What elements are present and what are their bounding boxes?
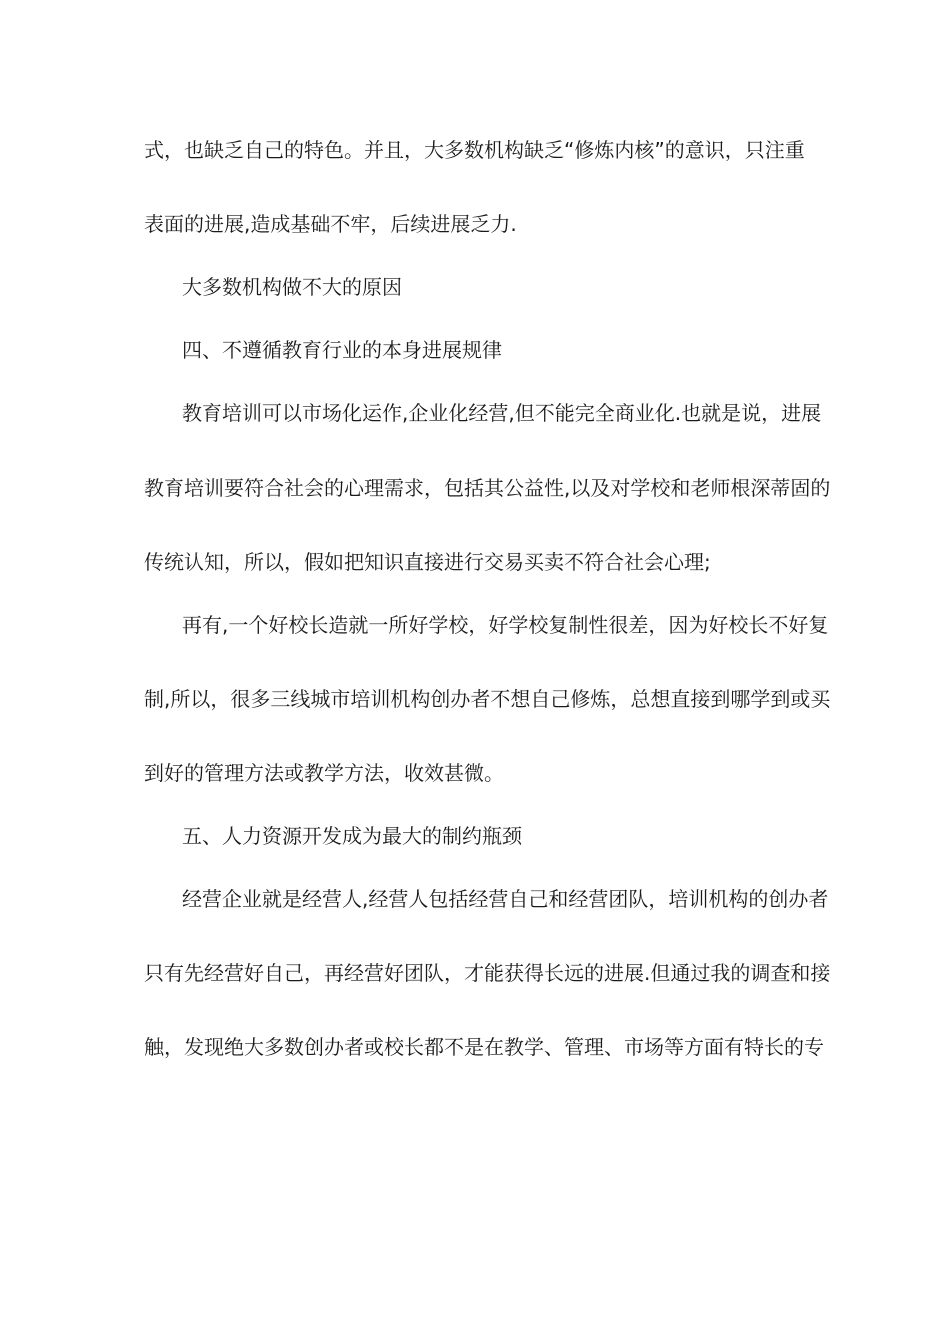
section-heading: 大多数机构做不大的原因 [182, 275, 402, 299]
paragraph-first-line: 教育培训可以市场化运作,企业化经营,但不能完全商业化.也就是说，进展 [182, 401, 822, 425]
body-text-line: 只有先经营好自己，再经营好团队，才能获得长远的进展.但通过我的调查和接 [144, 961, 831, 985]
paragraph-first-line: 经营企业就是经营人,经营人包括经营自己和经营团队，培训机构的创办者 [182, 887, 829, 911]
body-text-line: 表面的进展,造成基础不牢，后续进展乏力. [144, 212, 517, 236]
body-text-line: 触，发现绝大多数创办者或校长都不是在教学、管理、市场等方面有特长的专 [144, 1035, 824, 1059]
section-heading: 四、不遵循教育行业的本身进展规律 [182, 338, 502, 362]
body-text-line: 教育培训要符合社会的心理需求，包括其公益性,以及对学校和老师根深蒂固的 [144, 476, 831, 500]
body-text-line: 到好的管理方法或教学方法，收效甚微。 [144, 761, 504, 785]
section-heading: 五、人力资源开发成为最大的制约瓶颈 [182, 824, 522, 848]
paragraph-first-line: 再有,一个好校长造就一所好学校，好学校复制性很差，因为好校长不好复 [182, 613, 829, 637]
body-text-line: 式，也缺乏自己的特色。并且，大多数机构缺乏“修炼内核”的意识，只注重 [144, 138, 805, 162]
body-text-line: 制,所以，很多三线城市培训机构创办者不想自己修炼，总想直接到哪学到或买 [144, 687, 831, 711]
body-text-line: 传统认知，所以，假如把知识直接进行交易买卖不符合社会心理; [144, 550, 711, 574]
